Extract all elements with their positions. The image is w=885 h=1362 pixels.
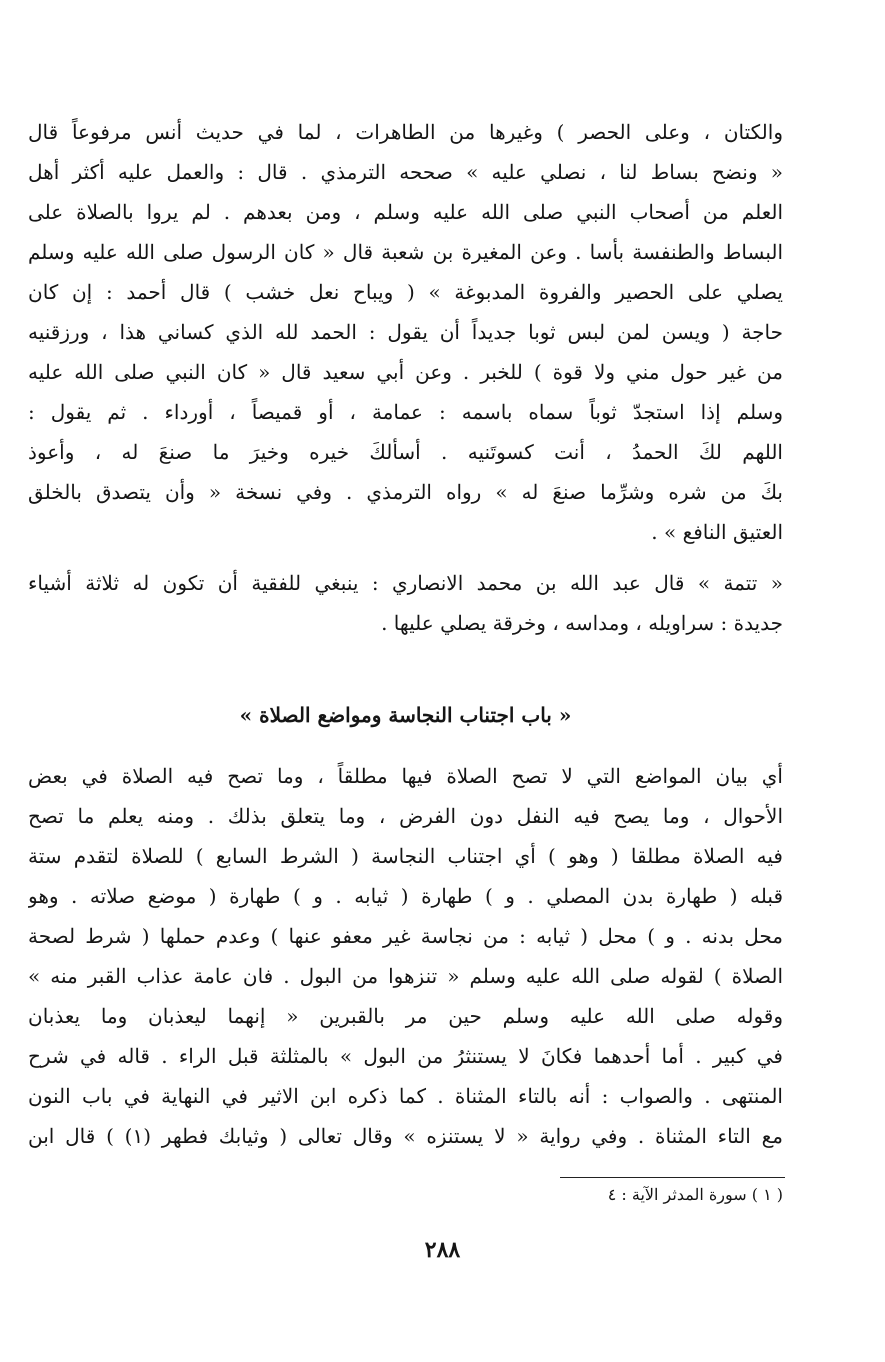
paragraph-tatimma [28, 563, 783, 643]
text-line: في كبير . أما أحدهما فكانَ لا يستنثرُ من البول » بالمثلثة قبل الراء . قاله في شرح [28, 1044, 783, 1068]
text-line: بكَ من شره وشرِّما صنعَ له » رواه الترمذي . وفي نسخة « وأن يتصدق بالخلق [28, 480, 783, 504]
text-line: وسلم إذا استجدّ ثوباً سماه باسمه : عمامة ، أو قميصاً ، أورداء . ثم يقول : [28, 400, 783, 424]
paragraph-chapter-body [28, 756, 783, 1156]
text-line: محل بدنه . و ) محل ( ثيابه : من نجاسة غير معفو عنها ) وعدم حملها ( شرط لصحة [28, 924, 783, 948]
paragraph-clothing [28, 112, 783, 552]
text-line: وقوله صلى الله عليه وسلم حين مر بالقبرين « إنهما ليعذبان وما يعذبان [28, 1004, 783, 1028]
text-line: الصلاة ) لقوله صلى الله عليه وسلم « تنزهوا من البول . فان عامة عذاب القبر منه » [28, 964, 783, 988]
text-line: جديدة : سراويله ، ومداسه ، وخرقة يصلي عليها . [381, 611, 783, 635]
text-line: حاجة ( ويسن لمن لبس ثوبا جديداً أن يقول : الحمد لله الذي كساني هذا ، ورزقنيه [28, 320, 783, 344]
text-line: العلم من أصحاب النبي صلى الله عليه وسلم ، ومن بعدهم . لم يروا بالصلاة على [28, 200, 783, 224]
text-line: مع التاء المثناة . وفي رواية « لا يستنزه » وقال تعالى ( وثيابك فطهر (١) ) قال ابن [28, 1124, 783, 1148]
text-line: من غير حول مني ولا قوة ) للخبر . وعن أبي سعيد قال « كان النبي صلى الله عليه [28, 360, 783, 384]
text-line: والكتان ، وعلى الحصر ) وغيرها من الطاهرات ، لما في حديث أنس مرفوعاً قال [28, 120, 783, 144]
footnote: ( ١ ) سورة المدثر الآية : ٤ [607, 1185, 783, 1204]
text-line: « ونضح بساط لنا ، نصلي عليه » صححه الترمذي . قال : والعمل عليه أكثر أهل [28, 160, 783, 184]
page-number: ٢٨٨ [424, 1237, 461, 1263]
text-line: « تتمة » قال عبد الله بن محمد الانصاري : ينبغي للفقية أن تكون له ثلاثة أشياء [28, 571, 783, 595]
text-line: قبله ( طهارة بدن المصلي . و ) طهارة ( ثيابه . و ) طهارة ( موضع صلاته . وهو [28, 884, 783, 908]
text-line: اللهم لكَ الحمدُ ، أنت كسوتَنيه . أسألكَ خيره وخيرَ ما صنعَ له ، وأعوذ [28, 440, 783, 464]
text-line: المنتهى . والصواب : أنه بالتاء المثناة . كما ذكره ابن الاثير في النهاية في باب النون [28, 1084, 783, 1108]
footnote-divider [560, 1177, 785, 1178]
text-line: الأحوال ، وما يصح فيه النفل دون الفرض ، وما يتعلق بذلك . ومنه يعلم ما تصح [28, 804, 783, 828]
text-line: أي بيان المواضع التي لا تصح الصلاة فيها مطلقاً ، وما تصح فيه الصلاة في بعض [28, 764, 783, 788]
text-line: العتيق النافع » . [651, 520, 783, 544]
text-line: يصلي على الحصير والفروة المدبوغة » ( ويباح نعل خشب ) قال أحمد : إن كان [28, 280, 783, 304]
chapter-heading: « باب اجتناب النجاسة ومواضع الصلاة » [239, 703, 572, 727]
text-line: البساط والطنفسة بأسا . وعن المغيرة بن شعبة قال « كان الرسول صلى الله عليه وسلم [28, 240, 783, 264]
text-line: فيه الصلاة مطلقا ( وهو ) أي اجتناب النجاسة ( الشرط السابع ) للصلاة لتقدم ستة [28, 844, 783, 868]
